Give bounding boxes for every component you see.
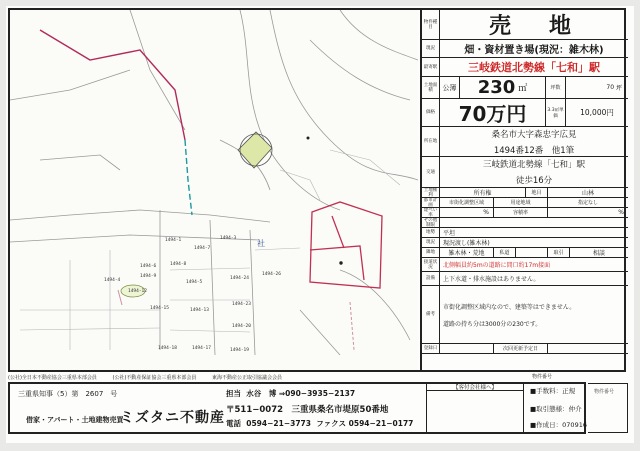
boundary-label: 隣地 xyxy=(422,248,440,257)
price-value: 70万円 xyxy=(440,99,546,126)
private-road-label: 私道 xyxy=(494,248,516,257)
licence-number: 三重県知事（5）第 2607 号 xyxy=(18,390,118,398)
staff-line xyxy=(226,388,355,399)
mode-line xyxy=(530,404,582,413)
lot-label: 1494-26 xyxy=(262,272,281,277)
location-line-1: 桑名市大字森忠字広見 xyxy=(491,129,577,140)
use-row xyxy=(422,40,628,58)
property-table xyxy=(420,10,626,370)
nearest-station: 三岐鉄道北勢線「七和」駅 xyxy=(468,61,600,74)
far-label: 容積率 xyxy=(494,208,548,217)
rights-label: 土地権利 xyxy=(422,188,440,197)
boundary-value: 雑木林・荒地 xyxy=(440,248,494,257)
facilities-value: 上下水道・排水施設はありません。 xyxy=(443,276,540,283)
property-number-label: 物件番号 xyxy=(532,374,553,380)
boundary-row xyxy=(422,248,628,258)
flyer-frame xyxy=(8,8,626,372)
lot-label: 1494-12 xyxy=(128,289,147,294)
membership-1: (公社)全日本不動産協会三重県本部会員 xyxy=(8,375,97,381)
rights-row xyxy=(422,188,628,198)
company-business: 借家・アパート・土地建物売買 xyxy=(26,416,124,424)
present-row xyxy=(422,238,628,248)
mode-label: ■取引態様： xyxy=(530,405,569,413)
map-drawing xyxy=(10,10,418,370)
transport-line-1: 三岐鉄道北勢線「七和」駅 xyxy=(482,160,585,170)
staff-name: 水谷 博 xyxy=(246,389,277,398)
area-label: 土地面積 xyxy=(422,77,440,98)
fax-label: ファクス xyxy=(316,419,347,428)
land-type-label: 地目 xyxy=(526,188,548,197)
lot-label: 1494-18 xyxy=(158,346,177,351)
transport-line-2: 徒歩16分 xyxy=(515,176,553,186)
facilities-row xyxy=(422,272,628,286)
company-address: 〒511−0072 三重県桑名市堤原50番地 xyxy=(226,405,389,415)
price-row xyxy=(422,99,628,127)
fax-number: 0594−21−0177 xyxy=(348,419,414,428)
type-row xyxy=(422,10,628,40)
lot-label: 1494-13 xyxy=(190,308,209,313)
reg-date-label: 登録日 xyxy=(422,344,440,353)
road-value: 北側幅員約5mの道路に間口約17m接面 xyxy=(443,262,551,269)
type-label: 物件種目 xyxy=(422,10,440,39)
far-value: % xyxy=(618,209,624,216)
bcr-value: % xyxy=(440,208,494,217)
property-type: 売 地 xyxy=(488,14,579,39)
transport-label: 交通 xyxy=(422,157,440,187)
price-label: 価格 xyxy=(422,99,440,126)
staff-label: 担当 xyxy=(226,389,241,398)
mode-value: 仲介 xyxy=(568,405,582,413)
facilities-label: 設備 xyxy=(422,272,440,285)
lot-label: 1494-24 xyxy=(230,276,249,281)
lot-label: 1494-5 xyxy=(186,280,203,285)
lot-label: 1494-3 xyxy=(220,236,237,241)
other-row xyxy=(422,218,628,228)
property-number-box-label: 物件番号 xyxy=(594,389,615,395)
property-use: 畑・資材置き場(現況：雑木林) xyxy=(464,45,604,56)
shrine-label: 社 xyxy=(257,239,265,248)
area-unit: ㎡ xyxy=(518,84,528,94)
lot-label: 1494-8 xyxy=(170,262,187,267)
present-value: 現況渡し(雑木林) xyxy=(443,240,490,247)
deadline-label: 次回更新予定日 xyxy=(494,344,548,353)
area-value: 230 xyxy=(477,77,516,98)
zoning-row xyxy=(422,198,628,208)
property-parcels xyxy=(310,202,382,288)
fee-value: 正規 xyxy=(562,387,576,395)
membership-2: (公社)不動産保証協会三重県本部会員 xyxy=(112,375,197,381)
lot-label: 1494-15 xyxy=(150,306,169,311)
lot-label: 1494-1 xyxy=(165,238,182,243)
fee-label: ■手数料： xyxy=(530,387,563,395)
lot-label: 1494-7 xyxy=(194,246,211,251)
date-value: 070916 xyxy=(562,421,587,429)
deadline-value xyxy=(548,344,628,353)
property-number-box xyxy=(588,383,628,433)
location-row xyxy=(422,127,628,157)
staff-mobile: ⇒090−3935−2137 xyxy=(278,389,356,398)
remarks-label: 備考 xyxy=(422,286,440,343)
other-value xyxy=(440,218,628,227)
tsubo-label: 坪数 xyxy=(546,77,566,98)
ratio-row xyxy=(422,208,628,218)
phone-label: 電話 xyxy=(226,419,241,428)
terrain-value: 平坦 xyxy=(443,230,456,237)
terrain-label: 地勢 xyxy=(422,228,440,237)
deal-value: 相談 xyxy=(592,250,605,257)
fee-line xyxy=(530,386,575,395)
phone-line xyxy=(226,418,413,429)
terrain-row xyxy=(422,228,628,238)
use-label: 現況 xyxy=(422,40,440,57)
area-kind: 公簿 xyxy=(440,77,460,98)
remarks-line-2: 道路の持ち分は3000分の230です。 xyxy=(443,320,542,328)
date-line xyxy=(530,420,587,429)
location-line-2: 1494番12番 他1筆 xyxy=(493,145,575,156)
company-name: ミズタニ不動産 xyxy=(120,410,225,426)
lot-label: 1494-20 xyxy=(232,324,251,329)
unit-price-value: 10,000円 xyxy=(580,108,614,117)
lot-label: 1494-17 xyxy=(192,346,211,351)
deal-label: 取引 xyxy=(548,248,570,257)
zoning-value: 市街化調整区域 xyxy=(440,198,494,207)
use-area-value: 指定なし xyxy=(577,200,598,206)
location-label: 所在地 xyxy=(422,127,440,156)
other-label: その他制限 xyxy=(422,218,440,227)
lot-label: 1494-6 xyxy=(140,264,157,269)
hill-triangle-shape xyxy=(238,132,310,168)
membership-3: 東海不動産公正取引協議会会員 xyxy=(212,375,283,381)
remarks-row xyxy=(422,286,628,344)
lot-label: 1494-23 xyxy=(232,302,251,307)
lot-label: 1494-9 xyxy=(140,274,157,279)
remarks-line-1: 市街化調整区域内なので、建築等はできません。 xyxy=(443,303,576,311)
partner-note-box xyxy=(426,383,524,433)
site-map xyxy=(10,10,418,370)
partner-note-label: 【客付会社様へ】 xyxy=(427,383,523,391)
rights-value: 所有権 xyxy=(440,188,526,197)
unit-price-label: 3.3㎡単価 xyxy=(546,99,566,126)
lot-label: 1494-4 xyxy=(104,278,121,283)
present-label: 現況 xyxy=(422,238,440,247)
phone-number: 0594−21−3773 xyxy=(246,419,311,428)
area-row xyxy=(422,77,628,99)
use-area-label: 用途地域 xyxy=(494,198,548,207)
transport-row xyxy=(422,157,628,188)
date-label: ■作成日： xyxy=(530,421,563,429)
road-row xyxy=(422,258,628,272)
tsubo-value: 70 xyxy=(606,84,615,91)
station-row xyxy=(422,58,628,77)
reg-date-value xyxy=(440,344,494,353)
private-road-value xyxy=(516,248,548,257)
date-row xyxy=(422,344,628,354)
tsubo-unit: 坪 xyxy=(615,85,622,92)
zoning-label: 都市計画 xyxy=(422,198,440,207)
station-label: 最寄駅 xyxy=(422,58,440,76)
land-type-value: 山林 xyxy=(581,190,594,197)
lot-label: 1494-19 xyxy=(230,348,249,353)
bcr-label: 建ぺい率 xyxy=(422,208,440,217)
association-memberships xyxy=(8,374,296,381)
road-label: 接道状況 xyxy=(422,258,440,271)
